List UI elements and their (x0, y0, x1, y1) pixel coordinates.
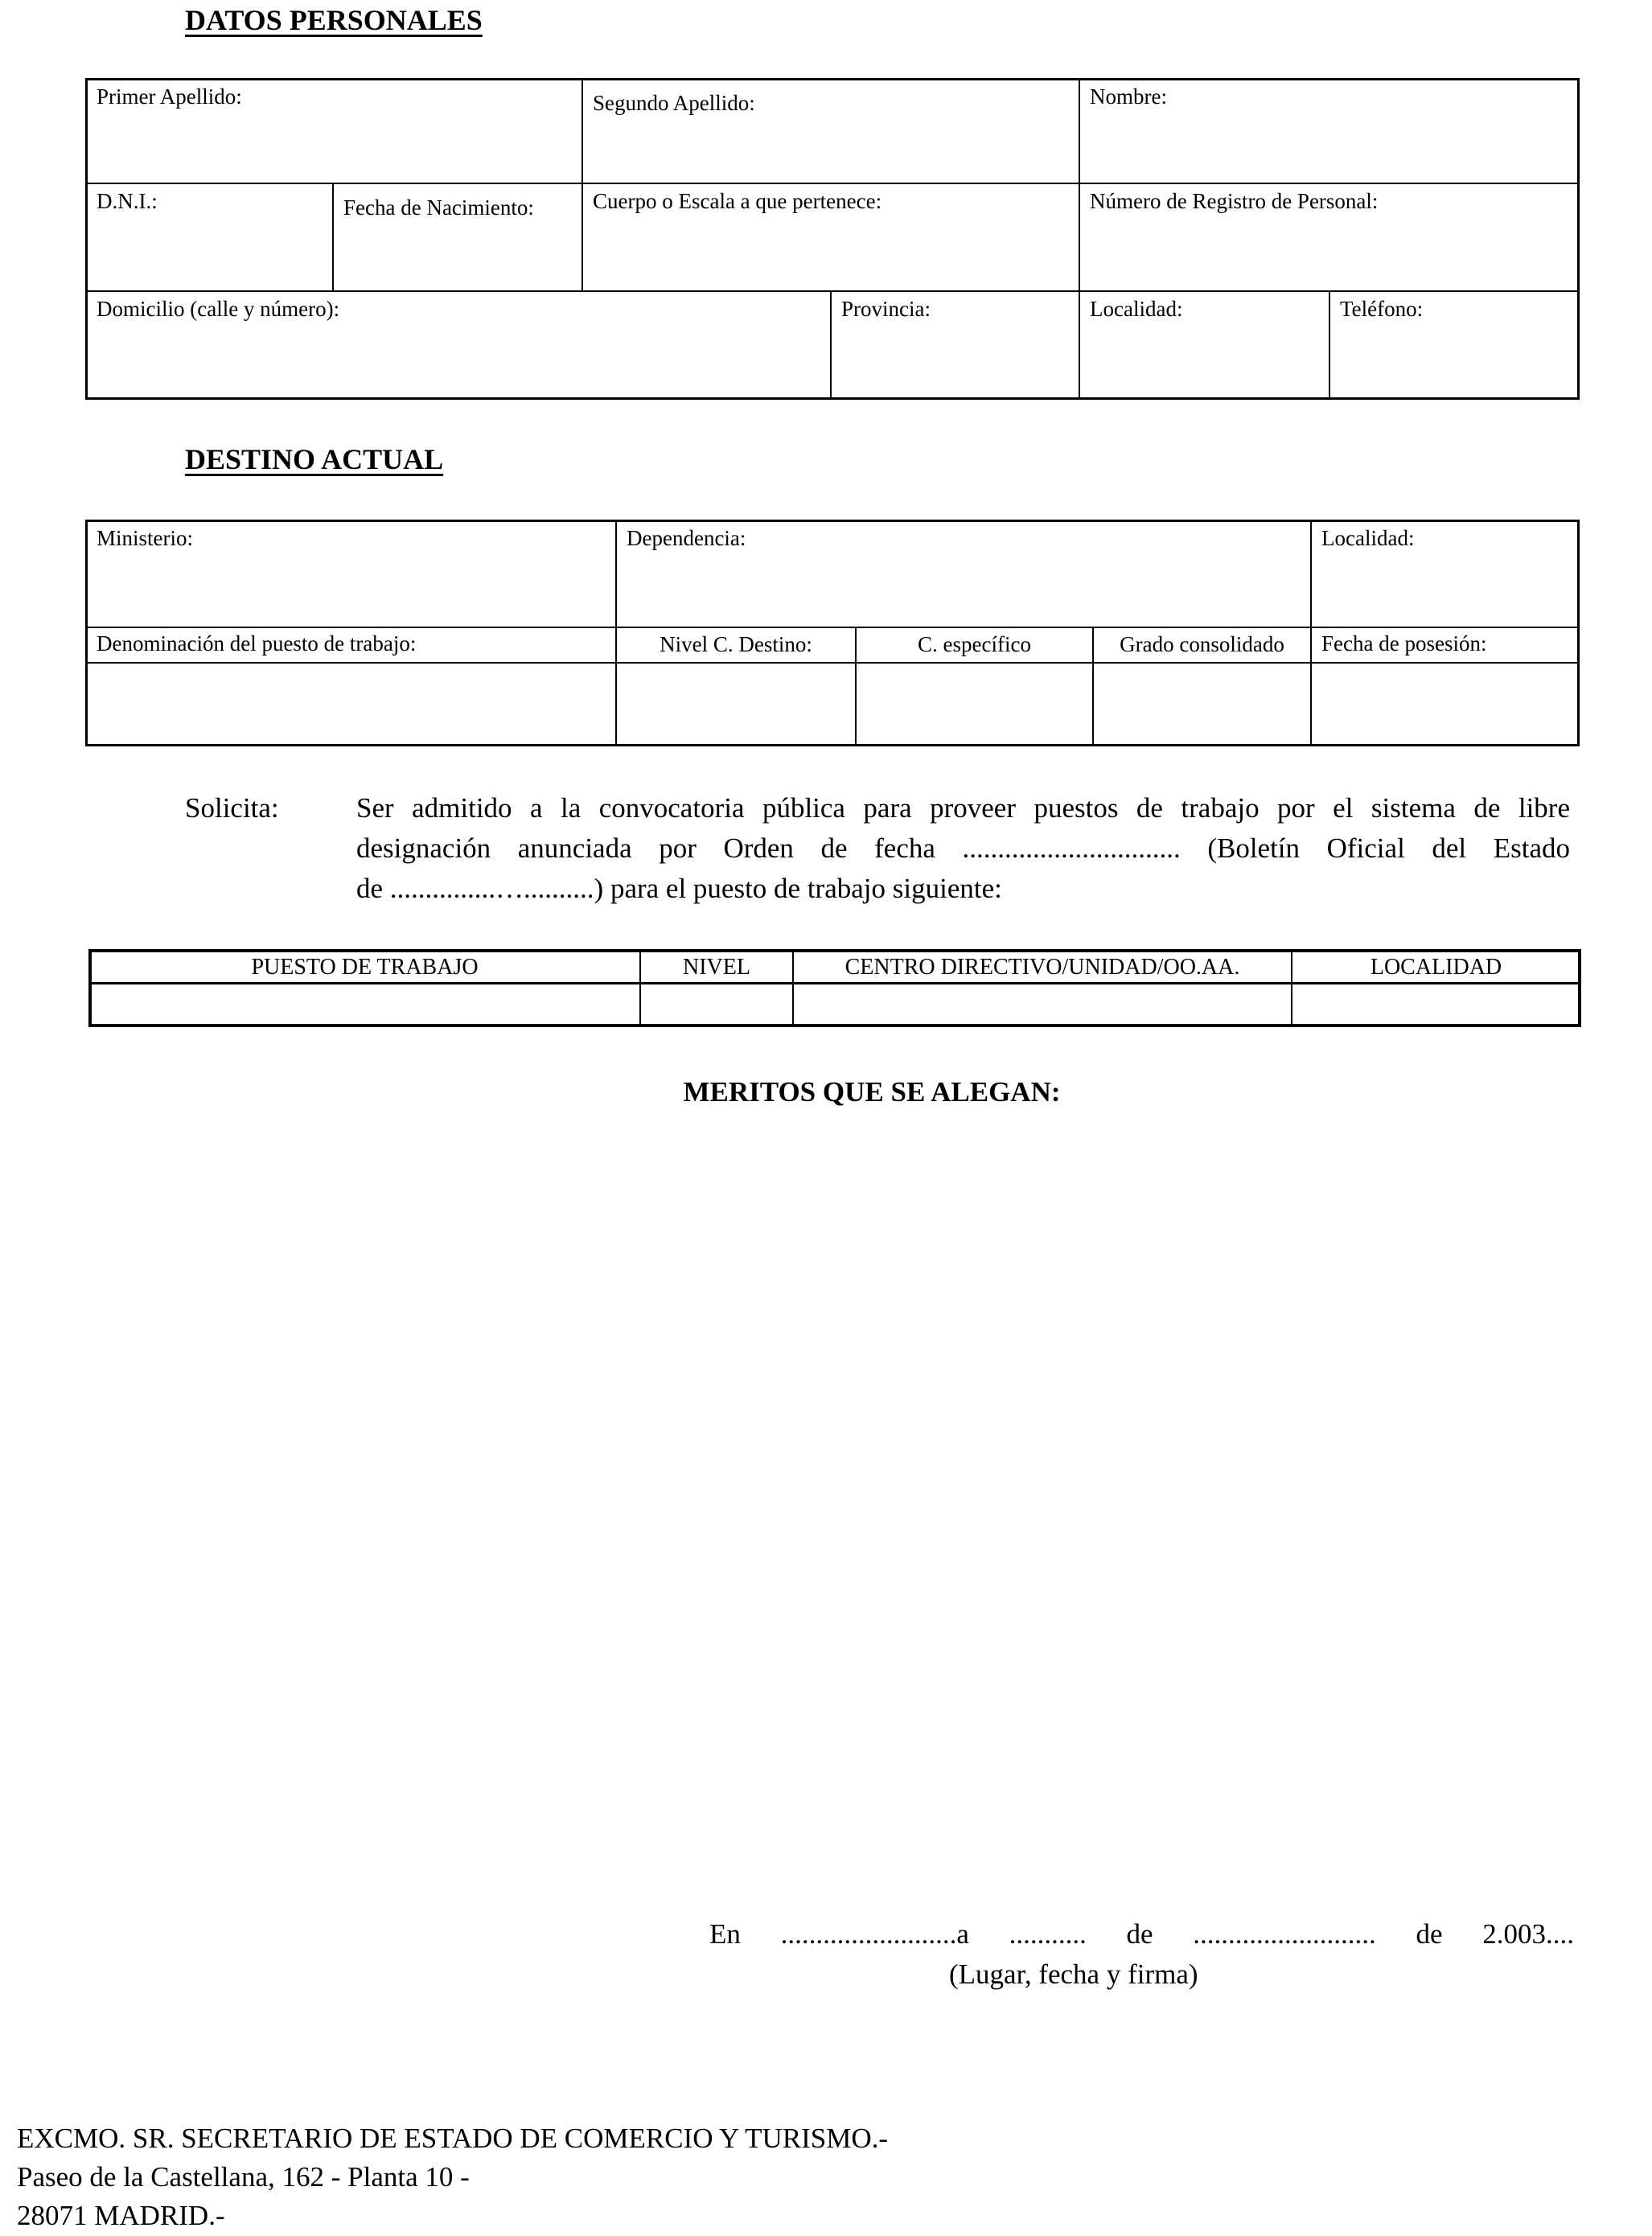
label-dni: D.N.I.: (97, 189, 158, 213)
label-nivel-destino: Nivel C. Destino: (660, 632, 812, 656)
meritos-title: MERITOS QUE SE ALEGAN: (683, 1076, 1061, 1108)
destinatario-line-2: Paseo de la Castellana, 162 - Planta 10 - (17, 2161, 470, 2193)
header-nivel: NIVEL (639, 949, 794, 984)
destinatario-line-3: 28071 MADRID.- (17, 2200, 225, 2231)
label-c-especifico: C. específico (918, 632, 1031, 656)
label-domicilio: Domicilio (calle y número): (97, 297, 340, 321)
field-nombre[interactable] (1079, 78, 1580, 184)
label-cuerpo-escala: Cuerpo o Escala a que pertenece: (593, 189, 882, 213)
label-numero-registro: Número de Registro de Personal: (1090, 189, 1379, 213)
solicita-line-2: designación anunciada por Orden de fecha ............................... (Boletín Oficial del Estado (356, 832, 1570, 864)
label-telefono: Teléfono: (1340, 297, 1424, 321)
input-c-especifico[interactable] (855, 662, 1094, 746)
field-localidad-destino[interactable] (1310, 520, 1580, 628)
input-denominacion[interactable] (85, 662, 617, 746)
label-provincia: Provincia: (841, 297, 931, 321)
label-primer-apellido: Primer Apellido: (97, 84, 242, 109)
meritos-area[interactable] (85, 1126, 1580, 1866)
input-grado[interactable] (1092, 662, 1312, 746)
field-ministerio[interactable] (85, 520, 617, 628)
input-nivel-destino[interactable] (615, 662, 857, 746)
field-provincia[interactable] (830, 290, 1080, 400)
label-localidad: Localidad: (1090, 297, 1183, 321)
input-nivel[interactable] (639, 983, 794, 1027)
label-localidad-destino: Localidad: (1321, 526, 1415, 550)
field-numero-registro[interactable] (1079, 183, 1580, 292)
header-centro-directivo: CENTRO DIRECTIVO/UNIDAD/OO.AA. (792, 949, 1292, 984)
solicita-line-3: de ...............…..........) para el puesto de trabajo siguiente: (356, 873, 1002, 904)
label-nombre: Nombre: (1090, 84, 1167, 109)
section-title-datos-personales: DATOS PERSONALES (185, 4, 483, 36)
header-denominacion (85, 627, 617, 664)
field-primer-apellido[interactable] (85, 78, 583, 184)
input-puesto-trabajo[interactable] (88, 983, 641, 1027)
label-segundo-apellido: Segundo Apellido: (593, 91, 755, 115)
input-centro-directivo[interactable] (792, 983, 1292, 1027)
field-dni[interactable] (85, 183, 334, 292)
label-grado: Grado consolidado (1120, 632, 1284, 656)
destinatario-line-1: EXCMO. SR. SECRETARIO DE ESTADO DE COMERCIO Y TURISMO.- (17, 2123, 889, 2154)
label-fecha-nacimiento: Fecha de Nacimiento: (343, 195, 534, 220)
field-domicilio[interactable] (85, 290, 832, 400)
field-segundo-apellido[interactable] (581, 78, 1080, 184)
header-fecha-posesion (1310, 627, 1580, 664)
label-fecha-posesion: Fecha de posesión: (1321, 631, 1487, 656)
solicita-line-1: Ser admitido a la convocatoria pública para proveer puestos de trabajo por el sistema de libre (356, 792, 1570, 824)
field-localidad[interactable] (1079, 290, 1330, 400)
label-ministerio: Ministerio: (97, 526, 193, 550)
label-dependencia: Dependencia: (627, 526, 746, 550)
field-cuerpo-escala[interactable] (581, 183, 1080, 292)
firma-line: En .........................a ........... de .......................... de 2.003.... (709, 1918, 1574, 1950)
label-denominacion: Denominación del puesto de trabajo: (97, 631, 417, 656)
input-localidad-puesto[interactable] (1291, 983, 1581, 1027)
field-telefono[interactable] (1329, 290, 1580, 400)
header-grado (1092, 627, 1312, 664)
section-title-destino-actual: DESTINO ACTUAL (185, 443, 444, 475)
header-c-especifico (855, 627, 1094, 664)
solicita-label: Solicita: (185, 792, 279, 824)
header-puesto-trabajo: PUESTO DE TRABAJO (88, 949, 641, 984)
input-fecha-posesion[interactable] (1310, 662, 1580, 746)
field-fecha-nacimiento[interactable] (332, 183, 583, 292)
header-nivel-destino (615, 627, 857, 664)
field-dependencia[interactable] (615, 520, 1312, 628)
header-localidad-puesto: LOCALIDAD (1291, 949, 1581, 984)
firma-caption: (Lugar, fecha y firma) (949, 1959, 1198, 1990)
